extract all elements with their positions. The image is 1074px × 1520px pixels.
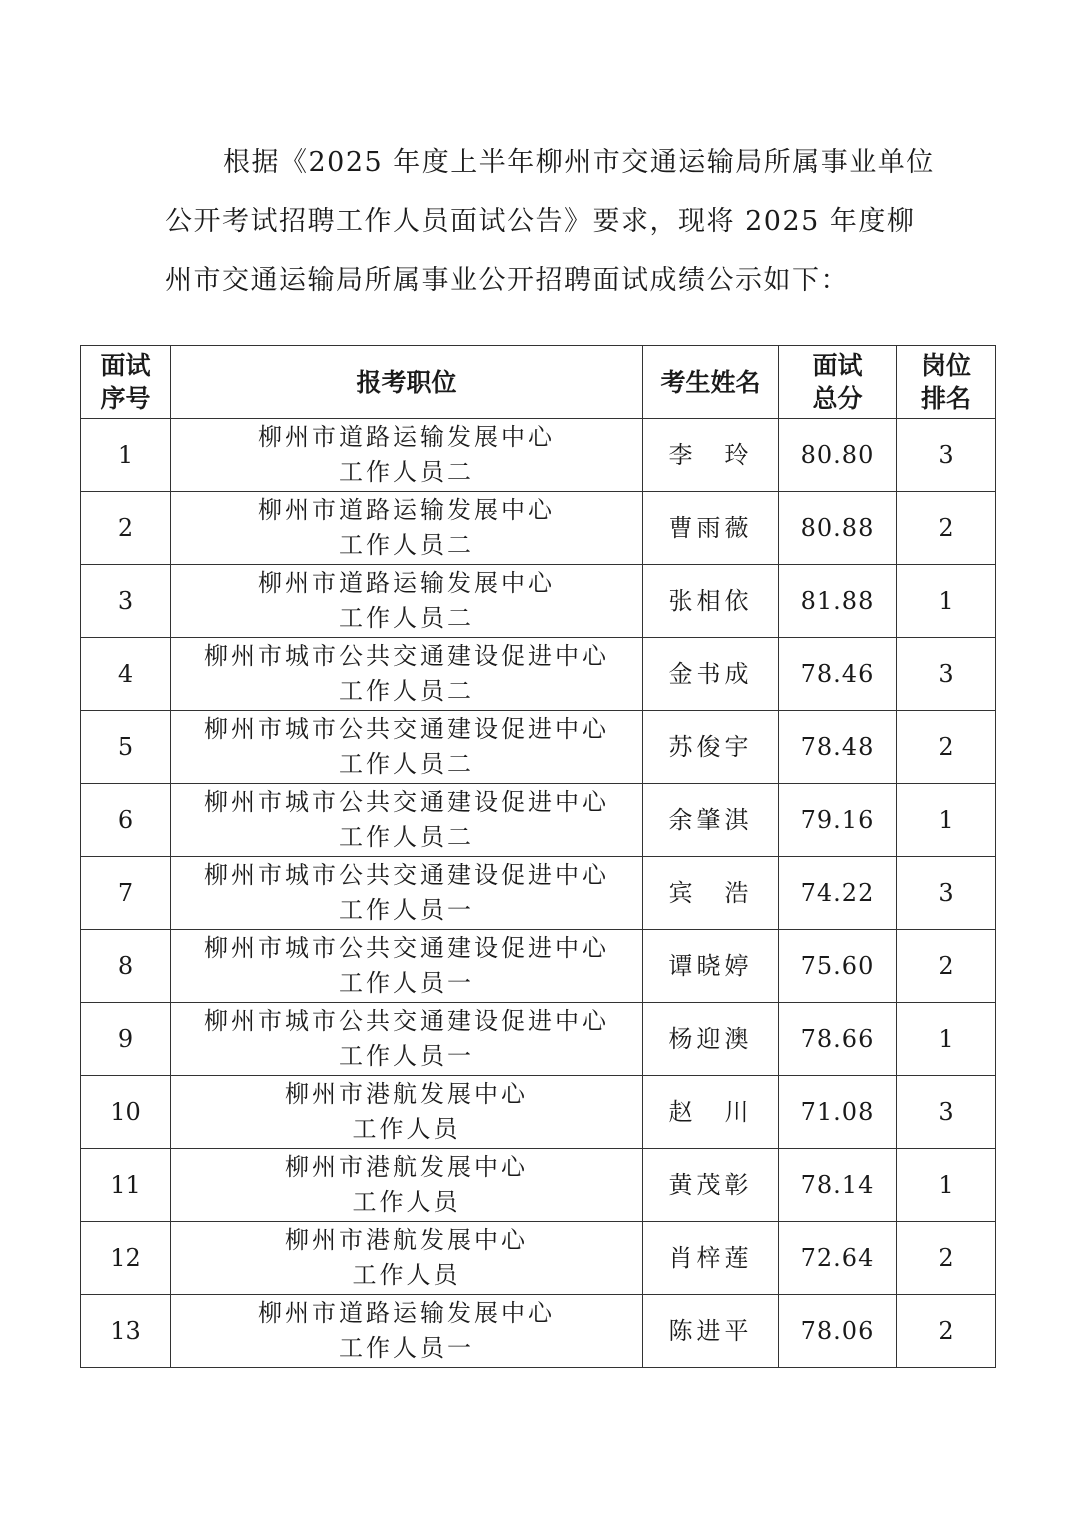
table-row	[81, 857, 996, 930]
header-score	[779, 346, 897, 419]
cell-seq: 3	[81, 565, 171, 638]
cell-name: 黄茂彰	[643, 1149, 779, 1222]
cell-position-org: 柳州市城市公共交通建设促进中心	[204, 934, 609, 962]
cell-position-post: 工作人员二	[339, 531, 474, 559]
cell-position	[171, 1222, 643, 1295]
cell-position-post: 工作人员二	[339, 677, 474, 705]
header-seq-line2: 序号	[100, 384, 151, 413]
cell-seq: 6	[81, 784, 171, 857]
cell-position	[171, 1003, 643, 1076]
cell-score: 78.06	[779, 1295, 897, 1368]
cell-score: 78.46	[779, 638, 897, 711]
table-row	[81, 565, 996, 638]
cell-seq: 4	[81, 638, 171, 711]
table-row	[81, 711, 996, 784]
cell-name: 金书成	[643, 638, 779, 711]
cell-score: 78.48	[779, 711, 897, 784]
intro-line-3: 州市交通运输局所属事业公开招聘面试成绩公示如下：	[165, 265, 849, 296]
cell-position-post: 工作人员二	[339, 750, 474, 778]
cell-seq: 9	[81, 1003, 171, 1076]
table-row	[81, 1076, 996, 1149]
cell-score: 80.88	[779, 492, 897, 565]
intro-line-1: 根据《2025 年度上半年柳州市交通运输局所属事业单位	[223, 147, 935, 178]
cell-name: 余肇淇	[643, 784, 779, 857]
cell-rank: 2	[897, 711, 996, 784]
table-row	[81, 419, 996, 492]
header-rank-line2: 排名	[920, 384, 971, 413]
cell-score: 72.64	[779, 1222, 897, 1295]
table-row	[81, 930, 996, 1003]
header-rank	[897, 346, 996, 419]
cell-name: 宾 浩	[643, 857, 779, 930]
cell-score: 79.16	[779, 784, 897, 857]
cell-score: 75.60	[779, 930, 897, 1003]
header-position: 报考职位	[171, 346, 643, 419]
header-rank-line1: 岗位	[920, 351, 971, 380]
cell-seq: 11	[81, 1149, 171, 1222]
header-name: 考生姓名	[643, 346, 779, 419]
cell-rank: 3	[897, 419, 996, 492]
header-score-line1: 面试	[812, 351, 863, 380]
cell-name: 杨迎澳	[643, 1003, 779, 1076]
cell-rank: 1	[897, 565, 996, 638]
cell-position-org: 柳州市港航发展中心	[285, 1080, 528, 1108]
table-row	[81, 1003, 996, 1076]
cell-name: 苏俊宇	[643, 711, 779, 784]
cell-score: 78.66	[779, 1003, 897, 1076]
cell-score: 81.88	[779, 565, 897, 638]
cell-name: 陈进平	[643, 1295, 779, 1368]
cell-position-org: 柳州市港航发展中心	[285, 1226, 528, 1254]
cell-position-post: 工作人员一	[339, 969, 474, 997]
cell-seq: 8	[81, 930, 171, 1003]
header-seq-line1: 面试	[100, 351, 151, 380]
cell-position-post: 工作人员	[352, 1115, 461, 1143]
cell-position	[171, 711, 643, 784]
cell-position-org: 柳州市城市公共交通建设促进中心	[204, 788, 609, 816]
cell-score: 78.14	[779, 1149, 897, 1222]
cell-seq: 1	[81, 419, 171, 492]
cell-position	[171, 638, 643, 711]
cell-score: 74.22	[779, 857, 897, 930]
cell-position	[171, 1149, 643, 1222]
cell-position	[171, 930, 643, 1003]
intro-paragraph	[165, 133, 935, 310]
cell-position-post: 工作人员一	[339, 1334, 474, 1362]
cell-position-org: 柳州市道路运输发展中心	[258, 496, 555, 524]
cell-position-post: 工作人员一	[339, 896, 474, 924]
cell-position-org: 柳州市城市公共交通建设促进中心	[204, 861, 609, 889]
cell-name: 曹雨薇	[643, 492, 779, 565]
cell-score: 80.80	[779, 419, 897, 492]
cell-position	[171, 1295, 643, 1368]
table-header-row	[81, 346, 996, 419]
cell-rank: 1	[897, 1149, 996, 1222]
table-body	[81, 419, 996, 1368]
cell-position-org: 柳州市道路运输发展中心	[258, 1299, 555, 1327]
cell-position-org: 柳州市港航发展中心	[285, 1153, 528, 1181]
table-row	[81, 492, 996, 565]
table-row	[81, 638, 996, 711]
cell-seq: 10	[81, 1076, 171, 1149]
header-seq	[81, 346, 171, 419]
cell-position	[171, 565, 643, 638]
cell-position-org: 柳州市道路运输发展中心	[258, 569, 555, 597]
cell-position-org: 柳州市城市公共交通建设促进中心	[204, 1007, 609, 1035]
header-score-line2: 总分	[812, 384, 863, 413]
cell-position	[171, 419, 643, 492]
cell-rank: 2	[897, 492, 996, 565]
cell-position-post: 工作人员	[352, 1261, 461, 1289]
cell-seq: 13	[81, 1295, 171, 1368]
cell-position	[171, 492, 643, 565]
cell-rank: 2	[897, 930, 996, 1003]
cell-position-org: 柳州市城市公共交通建设促进中心	[204, 715, 609, 743]
cell-name: 赵 川	[643, 1076, 779, 1149]
cell-position-post: 工作人员	[352, 1188, 461, 1216]
intro-line-2: 公开考试招聘工作人员面试公告》要求，现将 2025 年度柳	[165, 206, 916, 237]
cell-rank: 2	[897, 1295, 996, 1368]
cell-position-post: 工作人员一	[339, 1042, 474, 1070]
cell-seq: 7	[81, 857, 171, 930]
interview-results-table	[80, 345, 996, 1368]
cell-rank: 3	[897, 638, 996, 711]
cell-score: 71.08	[779, 1076, 897, 1149]
cell-rank: 1	[897, 1003, 996, 1076]
cell-position-post: 工作人员二	[339, 823, 474, 851]
cell-position-org: 柳州市道路运输发展中心	[258, 423, 555, 451]
cell-position-post: 工作人员二	[339, 458, 474, 486]
cell-position	[171, 784, 643, 857]
cell-name: 张相依	[643, 565, 779, 638]
cell-seq: 12	[81, 1222, 171, 1295]
cell-position	[171, 857, 643, 930]
cell-rank: 1	[897, 784, 996, 857]
cell-rank: 2	[897, 1222, 996, 1295]
cell-rank: 3	[897, 1076, 996, 1149]
cell-name: 李 玲	[643, 419, 779, 492]
cell-position-post: 工作人员二	[339, 604, 474, 632]
table-row	[81, 1222, 996, 1295]
cell-position	[171, 1076, 643, 1149]
table-row	[81, 1149, 996, 1222]
cell-name: 肖梓莲	[643, 1222, 779, 1295]
cell-position-org: 柳州市城市公共交通建设促进中心	[204, 642, 609, 670]
cell-name: 谭晓婷	[643, 930, 779, 1003]
table-row	[81, 784, 996, 857]
table-row	[81, 1295, 996, 1368]
cell-rank: 3	[897, 857, 996, 930]
cell-seq: 2	[81, 492, 171, 565]
cell-seq: 5	[81, 711, 171, 784]
